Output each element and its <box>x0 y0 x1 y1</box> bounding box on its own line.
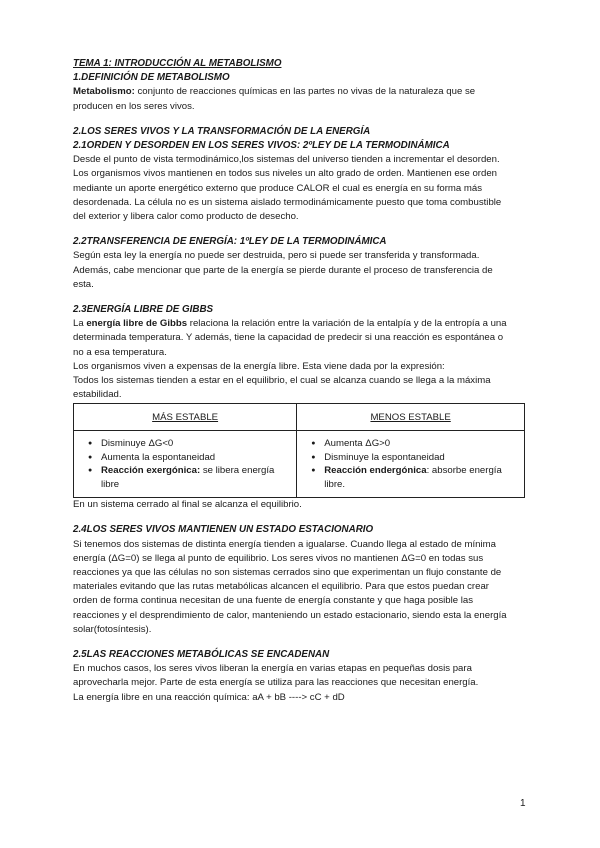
paragraph-line: En muchos casos, los seres vivos liberan la energía en varias etapas en pequeñas dosis para <box>73 663 472 675</box>
paragraph-line: materiales evitando que las rutas metabólicas alcancen el equilibrio. Para que estos puedan crear <box>73 581 489 593</box>
text-span: libre. <box>324 478 346 490</box>
section-1-heading: 1.DEFINICIÓN DE METABOLISMO <box>73 72 230 84</box>
gibbs-definition <box>73 317 525 331</box>
paragraph-line: estabilidad. <box>73 389 122 401</box>
list-item: ● Aumenta la espontaneidad <box>101 451 288 464</box>
text-span: relaciona la relación entre la variación de la entalpía y de la entropía a una <box>187 318 507 330</box>
paragraph-line: energía (ΔG=0) se llega al punto de equilibrio. Los seres vivos no mantienen ΔG=0 en todas sus <box>73 552 484 564</box>
paragraph-line: desordenada. La célula no es un sistema aislado termodinámicamente puesto que toma combustible <box>73 196 502 208</box>
paragraph-line: reacciones y el desprendimiento de calor, manteniendo un estado estacionario, siendo esta la energía <box>73 609 507 621</box>
text-span: La <box>73 318 87 330</box>
document-page <box>73 57 525 705</box>
section-2-2-heading: 2.2TRANSFERENCIA DE ENERGÍA: 1ºLEY DE LA TERMODINÁMICA <box>73 236 387 248</box>
list-item: ● Disminuye ΔG<0 <box>101 437 288 450</box>
section-2-1-heading: 2.1ORDEN Y DESORDEN EN LOS SERES VIVOS: 2ºLEY DE LA TERMODINÁMICA <box>73 140 450 152</box>
paragraph-line: En un sistema cerrado al final se alcanza el equilibrio. <box>73 499 302 511</box>
document-title: TEMA 1: INTRODUCCIÓN AL METABOLISMO <box>73 58 282 69</box>
definition-text: conjunto de reacciones químicas en las partes no vivas de la naturaleza que se <box>134 86 476 98</box>
paragraph-line: aprovecharla mejor. Parte de esta energía se utiliza para las reacciones que necesitan energía. <box>73 677 479 689</box>
table-cell-mas-estable <box>74 431 297 498</box>
page-number: 1 <box>520 798 526 809</box>
text-span: se libera energía <box>200 465 275 477</box>
paragraph-line: solar(fotosíntesis). <box>73 623 152 635</box>
text-span: : absorbe energía <box>426 465 502 477</box>
paragraph-line: Todos los sistemas tienden a estar en el equilibrio, el cual se alcanza cuando se llega a la máxima <box>73 375 491 387</box>
paragraph-line: Los organismos viven a expensas de la energía libre. Esta viene dada por la expresión: <box>73 360 445 372</box>
paragraph-line: determinada temperatura. Y además, tiene la capacidad de predecir si una reacción es espontánea o <box>73 332 504 344</box>
table-header-menos-estable: MENOS ESTABLE <box>297 404 525 431</box>
paragraph-line: Además, cabe mencionar que parte de la energía se pierde durante el proceso de transferencia de <box>73 264 493 276</box>
paragraph-line: Desde el punto de vista termodinámico,los sistemas del universo tienden a incrementar el desorden. <box>73 154 500 166</box>
paragraph-line: esta. <box>73 278 94 290</box>
section-2-3-heading: 2.3ENERGÍA LIBRE DE GIBBS <box>73 304 214 316</box>
table-row <box>74 431 525 498</box>
text-span: libre <box>101 478 120 490</box>
paragraph-line: no a esa temperatura. <box>73 346 167 358</box>
term-gibbs: energía libre de Gibbs <box>86 318 188 330</box>
table-cell-menos-estable <box>297 431 525 498</box>
stability-table <box>73 403 525 498</box>
paragraph-line: del exterior y libera calor como producto de desecho. <box>73 211 299 223</box>
list-item <box>101 464 288 491</box>
term-endergonica: Reacción endergónica <box>324 465 427 477</box>
list-item <box>324 464 516 491</box>
paragraph-line: reacciones ya que las células no son sistemas cerrados sino que experimentan un flujo constante de <box>73 566 502 578</box>
section-2-5-heading: 2.5LAS REACCIONES METABÓLICAS SE ENCADENAN <box>73 648 330 660</box>
paragraph-line: La energía libre en una reacción química: aA + bB ----> cC + dD <box>73 691 345 703</box>
paragraph-line: orden de forma continua necesitan de una fuente de energía constante y que haga posible las <box>73 595 474 607</box>
paragraph-line: Si tenemos dos sistemas de distinta energía tienden a igualarse. Cuando llega al estado de mínima <box>73 538 496 550</box>
section-2-4-heading: 2.4LOS SERES VIVOS MANTIENEN UN ESTADO ESTACIONARIO <box>73 524 374 536</box>
paragraph-line: Los organismos vivos mantienen en todos sus niveles un alto grado de orden. Mantienen ese orden <box>73 168 497 180</box>
term-metabolismo: Metabolismo: <box>73 86 135 98</box>
term-exergonica: Reacción exergónica: <box>101 465 201 477</box>
list-item: ● Aumenta ΔG>0 <box>324 437 516 450</box>
section-1-definition <box>73 85 525 99</box>
section-1-definition-cont: producen en los seres vivos. <box>73 100 195 112</box>
list-item: ● Disminuye la espontaneidad <box>324 451 516 464</box>
bullet-list <box>88 437 288 491</box>
bullet-list <box>311 437 516 491</box>
paragraph-line: mediante un aporte energético externo que produce CALOR el cual es energía en su forma más <box>73 182 483 194</box>
section-2-heading: 2.LOS SERES VIVOS Y LA TRANSFORMACIÓN DE LA ENERGÍA <box>73 125 371 137</box>
paragraph-line: Según esta ley la energía no puede ser destruida, pero si puede ser transferida y transformada. <box>73 250 480 262</box>
table-header-row <box>74 404 525 431</box>
table-header-mas-estable: MÁS ESTABLE <box>74 404 297 431</box>
